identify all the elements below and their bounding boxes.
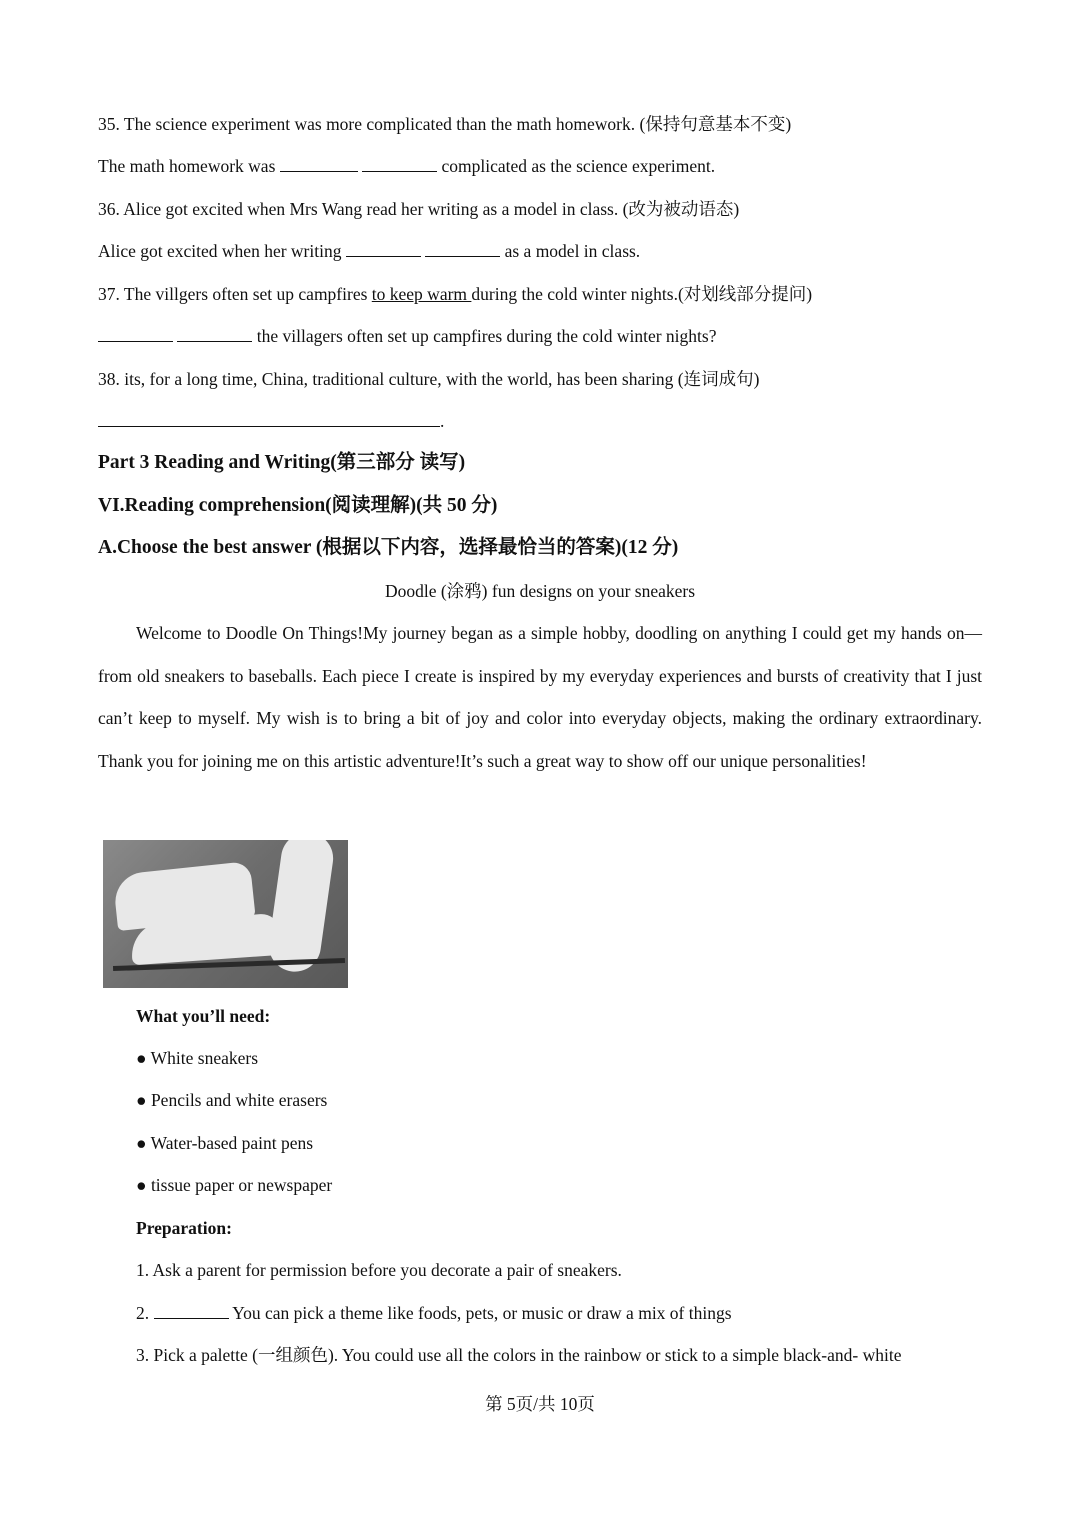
q35-blank-2[interactable] xyxy=(362,155,437,172)
q35-answer-before: The math homework was xyxy=(98,156,276,176)
q36-answer-line xyxy=(98,239,640,263)
q36-answer-before: Alice got excited when her writing xyxy=(98,241,342,261)
sectionA-heading: A.Choose the best answer (根据以下内容，选择最恰当的答案)(12 分) xyxy=(98,537,679,558)
q38-answer-line xyxy=(98,409,444,433)
part3-heading: Part 3 Reading and Writing(第三部分 读写) xyxy=(98,452,466,473)
q38-prompt: 38. its, for a long time, China, traditional culture, with the world, has been sharing (连词成句) xyxy=(98,369,760,389)
step2-number: 2. xyxy=(136,1303,154,1323)
article-intro: Welcome to Doodle On Things!My journey began as a simple hobby, doodling on anything I could get my hands on—from old sneakers to baseballs. Each piece I create is inspired by my everyday experiences and bursts of creativity that I just can’t keep to myself. My wish is to bring a bit of joy and color into everyday objects, making the ordinary extraordinary. Thank you for joining me on this artistic adventure!It’s such a great way to show off our unique personalities! xyxy=(98,623,982,771)
q37-prompt-after: during the cold winter nights.(对划线部分提问) xyxy=(471,284,813,304)
q37-blank-2[interactable] xyxy=(177,325,252,342)
sneakers-photo xyxy=(103,840,348,988)
q37-prompt-before: 37. The villgers often set up campfires xyxy=(98,284,372,304)
sneaker-slipon xyxy=(266,840,337,975)
q36-blank-2[interactable] xyxy=(425,240,500,257)
q35-answer-after: complicated as the science experiment. xyxy=(441,156,716,176)
q37-answer-line xyxy=(98,324,716,348)
step2-text: You can pick a theme like foods, pets, or music or draw a mix of things xyxy=(228,1303,732,1323)
q36-prompt: 36. Alice got excited when Mrs Wang read her writing as a model in class. (改为被动语态) xyxy=(98,199,740,219)
prep-step-2 xyxy=(136,1301,732,1325)
section6-heading: VI.Reading comprehension(阅读理解)(共 50 分) xyxy=(98,495,498,516)
q36-blank-1[interactable] xyxy=(346,240,421,257)
prep-heading: Preparation: xyxy=(136,1218,232,1238)
prep-step-3: 3. Pick a palette (一组颜色). You could use all the colors in the rainbow or stick to a simple black-and- white xyxy=(136,1345,902,1365)
article-title: Doodle (涂鸦) fun designs on your sneakers xyxy=(384,581,696,601)
need-item: ● tissue paper or newspaper xyxy=(136,1175,333,1195)
q37-underlined-part: to keep warm xyxy=(371,284,472,304)
q37-prompt xyxy=(98,282,812,306)
q36-answer-after: as a model in class. xyxy=(504,241,641,261)
q35-prompt: 35. The science experiment was more complicated than the math homework. (保持句意基本不变) xyxy=(98,114,792,134)
prep-step-1: 1. Ask a parent for permission before you decorate a pair of sneakers. xyxy=(136,1260,622,1280)
need-item: ● Pencils and white erasers xyxy=(136,1090,328,1110)
page-footer: 第 5页/共 10页 xyxy=(485,1394,595,1414)
q37-blank-1[interactable] xyxy=(98,325,173,342)
q35-blank-1[interactable] xyxy=(280,155,358,172)
q37-answer-after: the villagers often set up campfires during the cold winter nights? xyxy=(256,326,717,346)
q35-answer-line xyxy=(98,154,715,178)
q38-blank[interactable] xyxy=(98,410,440,427)
need-heading: What you’ll need: xyxy=(136,1006,271,1026)
need-item: ● Water-based paint pens xyxy=(136,1133,314,1153)
q38-answer-end: . xyxy=(440,411,445,431)
step2-blank[interactable] xyxy=(154,1302,229,1319)
need-item: ● White sneakers xyxy=(136,1048,259,1068)
